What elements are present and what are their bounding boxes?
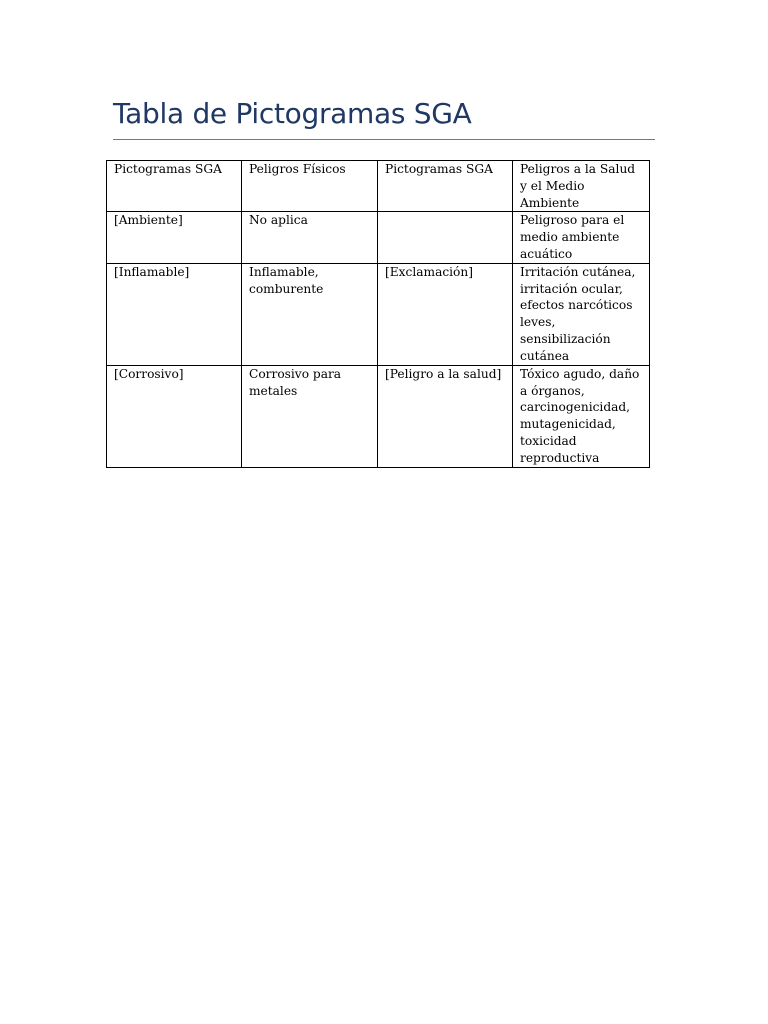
header-cell-pictograms-health: Pictogramas SGA [378, 161, 513, 212]
table-cell: [Peligro a la salud] [378, 365, 513, 467]
table-cell: Corrosivo para metales [242, 365, 378, 467]
table-cell: Tóxico agudo, daño a órganos, carcinogenicidad, mutagenicidad, toxicidad reproductiva [513, 365, 650, 467]
header-cell-pictograms-physical: Pictogramas SGA [107, 161, 242, 212]
table-cell: Inflamable, comburente [242, 263, 378, 365]
table-cell: [Ambiente] [107, 212, 242, 263]
table-cell: [Corrosivo] [107, 365, 242, 467]
table-cell: No aplica [242, 212, 378, 263]
table-cell: Irritación cutánea, irritación ocular, efectos narcóticos leves, sensibilización cutánea [513, 263, 650, 365]
table-row [107, 212, 650, 263]
table-cell: Peligroso para el medio ambiente acuático [513, 212, 650, 263]
table-row [107, 365, 650, 467]
table-cell: [Inflamable] [107, 263, 242, 365]
header-cell-health-environment-hazards: Peligros a la Salud y el Medio Ambiente [513, 161, 650, 212]
header-cell-physical-hazards: Peligros Físicos [242, 161, 378, 212]
table-cell [378, 212, 513, 263]
table-row [107, 263, 650, 365]
table-header-row [107, 161, 650, 212]
page-title: Tabla de Pictogramas SGA [113, 97, 472, 130]
table-cell: [Exclamación] [378, 263, 513, 365]
title-divider [113, 139, 655, 140]
ghs-pictogram-table [106, 160, 650, 468]
